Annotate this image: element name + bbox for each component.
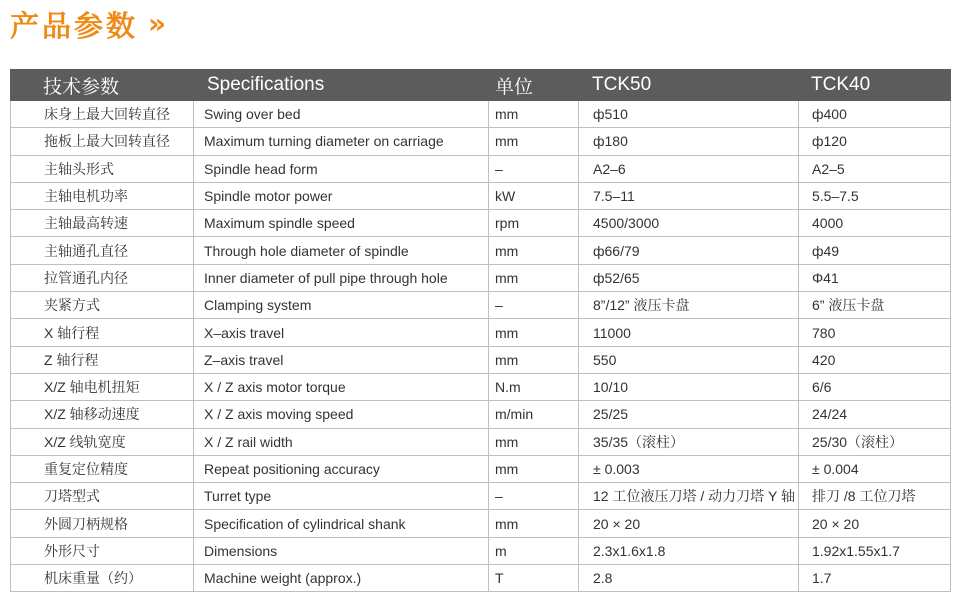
header-unit: 单位 [489,70,579,101]
cell-tck40: ф120 [799,128,951,155]
table-row [11,346,951,373]
cell-spec-en: X / Z axis motor torque [194,373,489,400]
cell-param-cn: 主轴电机功率 [11,182,194,209]
cell-tck40: A2–5 [799,155,951,182]
table-row [11,455,951,482]
cell-tck50: 25/25 [579,401,799,428]
cell-tck50: 2.8 [579,565,799,592]
cell-tck40: ± 0.004 [799,455,951,482]
cell-tck40: 6” 液压卡盘 [799,292,951,319]
cell-spec-en: Through hole diameter of spindle [194,237,489,264]
cell-tck50: 35/35（滚柱） [579,428,799,455]
cell-tck40: 1.7 [799,565,951,592]
cell-tck50: A2–6 [579,155,799,182]
table-row [11,401,951,428]
cell-spec-en: X / Z rail width [194,428,489,455]
cell-tck40: 6/6 [799,373,951,400]
cell-unit: – [489,155,579,182]
cell-unit: N.m [489,373,579,400]
double-chevron-right-icon: » [148,6,161,40]
cell-tck50: 12 工位液压刀塔 / 动力刀塔 Y 轴 [579,483,799,510]
cell-unit: mm [489,101,579,128]
cell-unit: T [489,565,579,592]
cell-param-cn: 机床重量（约） [11,565,194,592]
cell-tck40: 25/30（滚柱） [799,428,951,455]
cell-spec-en: Turret type [194,483,489,510]
table-row [11,373,951,400]
cell-param-cn: X 轴行程 [11,319,194,346]
cell-param-cn: 重复定位精度 [11,455,194,482]
cell-unit: mm [489,455,579,482]
cell-spec-en: Repeat positioning accuracy [194,455,489,482]
cell-spec-en: Maximum turning diameter on carriage [194,128,489,155]
cell-tck50: ф510 [579,101,799,128]
cell-tck50: ф180 [579,128,799,155]
cell-param-cn: 外圆刀柄规格 [11,510,194,537]
table-row [11,210,951,237]
cell-unit: mm [489,128,579,155]
cell-param-cn: 床身上最大回转直径 [11,101,194,128]
table-row [11,428,951,455]
cell-param-cn: 主轴最高转速 [11,210,194,237]
cell-unit: mm [489,510,579,537]
cell-tck40: 24/24 [799,401,951,428]
specifications-table [10,69,951,592]
cell-spec-en: Specification of cylindrical shank [194,510,489,537]
table-row [11,510,951,537]
header-tech-params: 技术参数 [11,70,194,101]
cell-unit: mm [489,346,579,373]
table-row [11,101,951,128]
cell-tck40: 1.92x1.55x1.7 [799,537,951,564]
cell-tck50: 2.3x1.6x1.8 [579,537,799,564]
cell-unit: – [489,292,579,319]
cell-tck40: 420 [799,346,951,373]
table-body [11,101,951,592]
table-row [11,182,951,209]
table-header-row [11,70,951,101]
table-row [11,537,951,564]
cell-spec-en: X / Z axis moving speed [194,401,489,428]
table-row [11,319,951,346]
cell-unit: m [489,537,579,564]
cell-tck40: Φ41 [799,264,951,291]
cell-unit: – [489,483,579,510]
cell-tck40: 780 [799,319,951,346]
table-row [11,155,951,182]
cell-param-cn: X/Z 线轨宽度 [11,428,194,455]
cell-tck40: ф400 [799,101,951,128]
cell-tck40: 20 × 20 [799,510,951,537]
cell-param-cn: 外形尺寸 [11,537,194,564]
cell-spec-en: Machine weight (approx.) [194,565,489,592]
page-title: 产品参数 [10,8,139,43]
cell-spec-en: Inner diameter of pull pipe through hole [194,264,489,291]
table-row [11,128,951,155]
table-row [11,483,951,510]
cell-spec-en: Spindle head form [194,155,489,182]
cell-tck50: ф66/79 [579,237,799,264]
cell-spec-en: Dimensions [194,537,489,564]
cell-tck50: 20 × 20 [579,510,799,537]
cell-param-cn: 拖板上最大回转直径 [11,128,194,155]
table-row [11,292,951,319]
cell-unit: kW [489,182,579,209]
cell-tck50: ф52/65 [579,264,799,291]
cell-param-cn: 主轴头形式 [11,155,194,182]
cell-tck50: 4500/3000 [579,210,799,237]
cell-tck50: 11000 [579,319,799,346]
cell-unit: m/min [489,401,579,428]
cell-tck50: 550 [579,346,799,373]
cell-spec-en: Spindle motor power [194,182,489,209]
page-heading [10,4,160,44]
cell-unit: mm [489,319,579,346]
cell-unit: mm [489,428,579,455]
cell-unit: mm [489,237,579,264]
table-row [11,565,951,592]
table-row [11,264,951,291]
cell-param-cn: 主轴通孔直径 [11,237,194,264]
table-row [11,237,951,264]
cell-spec-en: Z–axis travel [194,346,489,373]
cell-tck50: 10/10 [579,373,799,400]
cell-tck50: ± 0.003 [579,455,799,482]
cell-param-cn: 刀塔型式 [11,483,194,510]
cell-tck50: 7.5–11 [579,182,799,209]
header-tck50: TCK50 [579,70,799,101]
cell-spec-en: Maximum spindle speed [194,210,489,237]
cell-param-cn: 夹紧方式 [11,292,194,319]
cell-param-cn: 拉管通孔内径 [11,264,194,291]
cell-tck40: ф49 [799,237,951,264]
cell-param-cn: X/Z 轴电机扭矩 [11,373,194,400]
cell-spec-en: Clamping system [194,292,489,319]
cell-param-cn: X/Z 轴移动速度 [11,401,194,428]
cell-spec-en: X–axis travel [194,319,489,346]
header-specifications: Specifications [194,70,489,101]
cell-unit: mm [489,264,579,291]
cell-tck50: 8”/12” 液压卡盘 [579,292,799,319]
cell-tck40: 5.5–7.5 [799,182,951,209]
header-tck40: TCK40 [799,70,951,101]
cell-spec-en: Swing over bed [194,101,489,128]
cell-tck40: 排刀 /8 工位刀塔 [799,483,951,510]
cell-tck40: 4000 [799,210,951,237]
cell-param-cn: Z 轴行程 [11,346,194,373]
cell-unit: rpm [489,210,579,237]
